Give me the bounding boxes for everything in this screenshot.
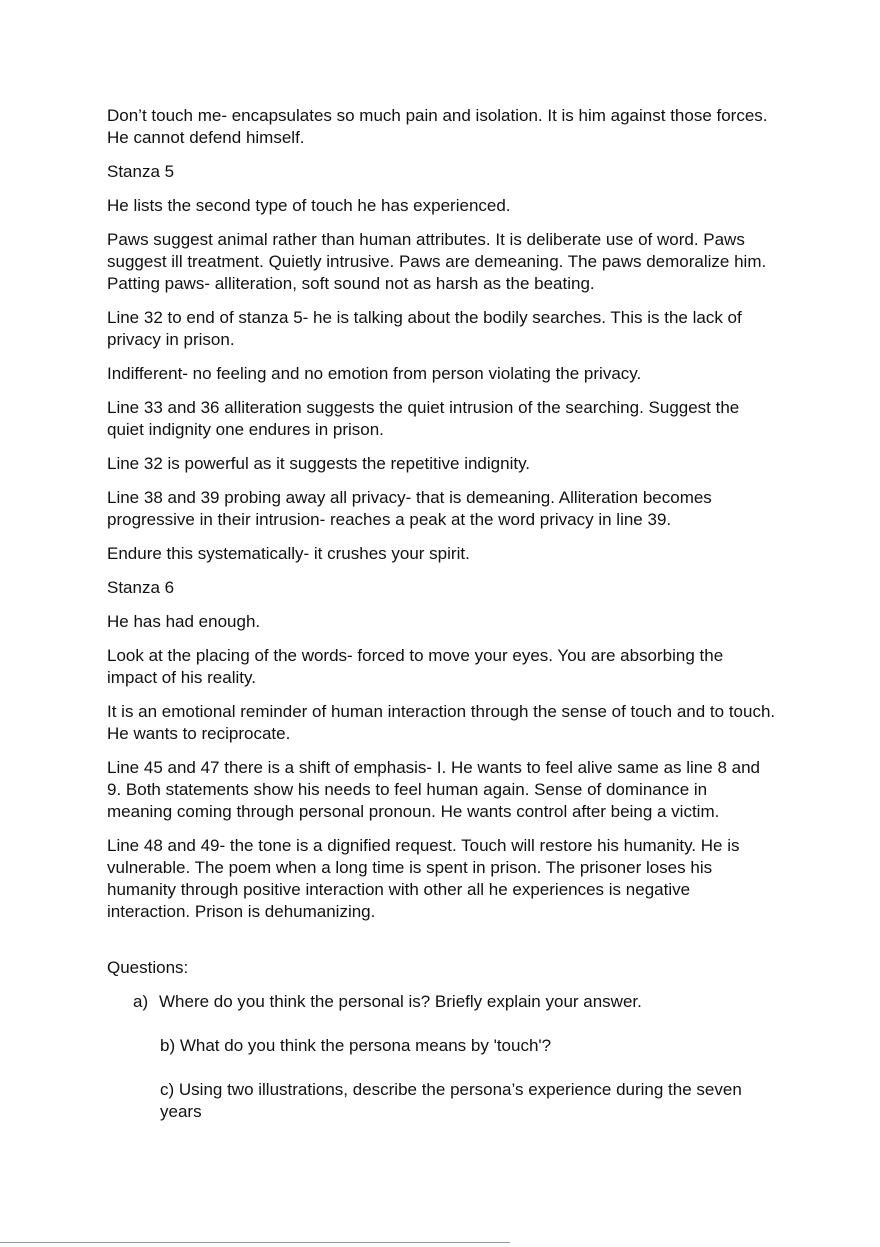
paragraph-indifferent: Indifferent- no feeling and no emotion from person violating the privacy. [107, 364, 642, 383]
paragraph-line-32-powerful: Line 32 is powerful as it suggests the repetitive indignity. [107, 454, 531, 473]
paragraph-paws: Paws suggest animal rather than human attributes. It is deliberate use of word. Paws suggest ill treatment. Quietly intrusive. Paws are demeaning. The paws demoralize him. Patting paws- alliteration, soft sound not as harsh as the beating. [107, 230, 767, 293]
paragraph-line-33-36: Line 33 and 36 alliteration suggests the quiet intrusion of the searching. Suggest the quiet indignity one endures in prison. [107, 398, 740, 439]
question-c-text: c) Using two illustrations, describe the persona’s experience during the seven years [160, 1080, 742, 1121]
footer-divider [0, 1242, 510, 1243]
document-page [107, 105, 777, 1145]
heading-stanza-5: Stanza 5 [107, 162, 175, 181]
questions-heading: Questions: [107, 958, 189, 977]
paragraph-line-32-searches: Line 32 to end of stanza 5- he is talking about the bodily searches. This is the lack of privacy in prison. [107, 308, 742, 349]
heading-stanza-6: Stanza 6 [107, 578, 175, 597]
question-a-text: Where do you think the personal is? Briefly explain your answer. [159, 992, 642, 1011]
paragraph-line-45-47: Line 45 and 47 there is a shift of emphasis- I. He wants to feel alive same as line 8 and 9. Both statements show his needs to feel human again. Sense of dominance in meaning coming through personal pronoun. He wants control after being a victim. [107, 758, 760, 821]
paragraph-dont-touch-me: Don’t touch me- encapsulates so much pain and isolation. It is him against those forces. He cannot defend himself. [107, 106, 768, 147]
question-a-marker: a) [133, 992, 149, 1011]
paragraph-line-48-49: Line 48 and 49- the tone is a dignified request. Touch will restore his humanity. He is vulnerable. The poem when a long time is spent in prison. The prisoner loses his humanity through positive interaction with other all he experiences is negative interaction. Prison is dehumanizing. [107, 836, 740, 921]
paragraph-had-enough: He has had enough. [107, 612, 261, 631]
question-b [107, 1035, 777, 1057]
paragraph-endure: Endure this systematically- it crushes your spirit. [107, 544, 470, 563]
paragraph-placing-words: Look at the placing of the words- forced to move your eyes. You are absorbing the impact of his reality. [107, 646, 724, 687]
question-c [107, 1079, 777, 1123]
question-b-text: b) What do you think the persona means by 'touch'? [160, 1036, 552, 1055]
question-a [107, 991, 777, 1013]
paragraph-emotional-reminder: It is an emotional reminder of human interaction through the sense of touch and to touch. He wants to reciprocate. [107, 702, 776, 743]
paragraph-line-38-39: Line 38 and 39 probing away all privacy- that is demeaning. Alliteration becomes progressive in their intrusion- reaches a peak at the word privacy in line 39. [107, 488, 712, 529]
paragraph-second-touch: He lists the second type of touch he has experienced. [107, 196, 511, 215]
